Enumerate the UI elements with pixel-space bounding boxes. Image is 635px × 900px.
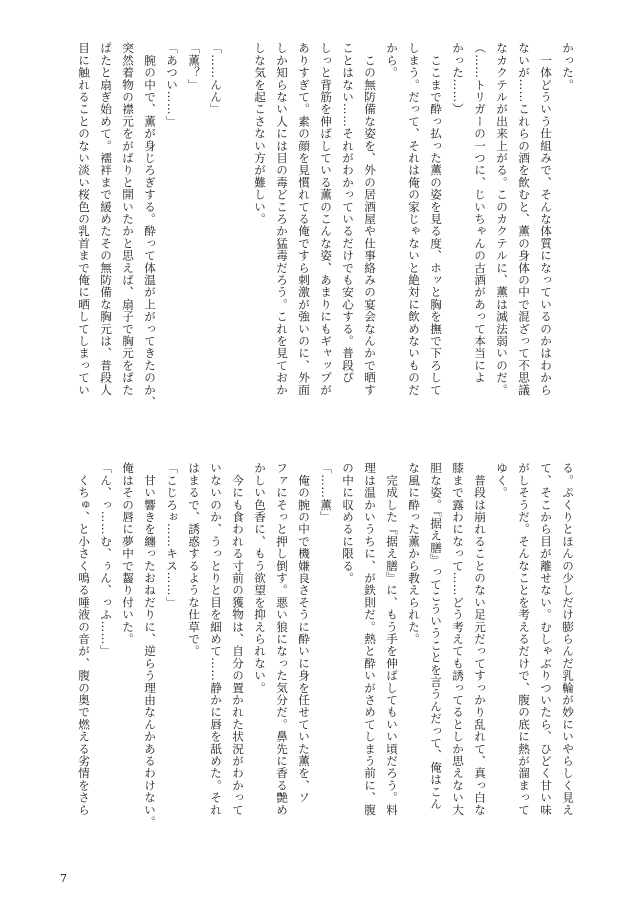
text-column: の中に収めるに限る。 — [341, 462, 355, 584]
text-column: なカクテルが出来上がる。このカクテルに、薫は滅法弱いのだ。 — [495, 42, 509, 396]
text-column: る。ぷくりとほんの少しだけ膨らんだ乳輪が妙にいやらしく見え — [561, 462, 575, 816]
text-column: 「ん、っ……む、ぅん、っふ……」 — [99, 462, 113, 658]
text-column: て、そこから目が離せない。むしゃぶりついたら、ひどく甘い味 — [539, 462, 553, 816]
text-column: しか知らない人には目の毒どころか猛毒だろう。これを見ておか — [275, 42, 289, 396]
text-column: 「薫？」 — [187, 42, 201, 91]
text-column: 理は温かいうちに、が鉄則だ。熱と酔いがさめてしまう前に、腹 — [363, 462, 377, 816]
text-column: 一体どういう仕組みで、そんな体質になっているのかはわから — [539, 42, 553, 396]
text-column: ぱたと扇ぎ始めて。襦袢まで緩めたその無防備な胸元は、普段人 — [99, 42, 113, 396]
text-column: 「こじろぉ……キス……」 — [165, 462, 179, 609]
text-column: ここまで酔っ払った薫の姿を見る度、ホッと胸を撫で下ろして — [429, 42, 443, 396]
text-column: 「あつい……」 — [165, 42, 179, 128]
text-column: 今にも食われる寸前の獲物は、自分の置かれた状況がわかって — [231, 462, 245, 816]
text-column: 俺はその唇に夢中で齧り付いた。 — [121, 462, 135, 645]
text-column: 目に触れることのない淡い桜色の乳首まで俺に晒してしまってい — [77, 42, 91, 396]
page-number: 7 — [60, 872, 67, 885]
text-column: ことはない……それがわかっているだけでも安心する。普段ぴ — [341, 42, 355, 384]
text-column — [229, 42, 247, 442]
text-column: この無防備な姿を、外の居酒屋や仕事絡みの宴会なんかで晒す — [363, 42, 377, 396]
text-column: しな気を起こさない方が難しい。 — [253, 42, 267, 225]
text-column: しっと背筋を伸ばしている薫のこんな姿、あまりにもギャップが — [319, 42, 333, 396]
text-column: いないのか、うっとりと目を細めて……静かに唇を舐めた。それ — [209, 462, 223, 816]
text-column: ないが……これらの酒を飲むと、薫の身体の中で混ざって不思議 — [517, 42, 531, 396]
text-column: 完成した『据え膳』に、もう手を伸ばしてもいい頃だろう。料 — [385, 462, 399, 816]
text-column: 俺の腕の中で機嫌良さそうに酔いに身を任せていた薫を、ソ — [297, 462, 311, 804]
text-column: 甘い響きを纏ったおねだりに、逆らう理由なんかあるわけない。 — [143, 462, 157, 828]
text-column: 腕の中で、薫が身じろぎする。酔って体温が上がってきたのか、 — [143, 42, 157, 408]
text-column: しまう。だって、それは俺の家じゃないと絶対に飲めないものだ — [407, 42, 421, 396]
text-column: （……トリガーの一つに、じいちゃんの古酒があって本当によ — [473, 42, 487, 384]
lower-text-block — [57, 462, 577, 868]
upper-text-block — [57, 42, 577, 442]
text-column: 膝まで露わになって……どう考えても誘ってるとしか思えない大 — [451, 462, 465, 816]
text-column: かしい色香に、もう欲望を抑えられない。 — [253, 462, 267, 694]
text-column: ファにそっと押し倒す。悪い狼になった気分だ。鼻先に香る艶め — [275, 462, 289, 816]
text-column: ゆく。 — [495, 462, 509, 499]
text-column: くちゅ、と小さく鳴る唾液の音が、腹の奥で燃える劣情をさら — [77, 462, 91, 816]
text-column: 「……薫」 — [319, 462, 333, 523]
text-column: 突然着物の襟元をがばりと開いたかと思えば、扇子で胸元をぱた — [121, 42, 135, 396]
text-column: がしそうだ。そんなことを考えるだけで、腹の底に熱が溜まって — [517, 462, 531, 816]
text-column: から。 — [385, 42, 399, 79]
text-column: かった。 — [561, 42, 575, 91]
text-column: な風に酔った薫から教えられた。 — [407, 462, 421, 645]
text-column: かった……） — [451, 42, 465, 116]
text-column: 胆な姿。『据え膳』ってこういうことを言うんだって、俺はこん — [429, 462, 443, 810]
text-column: はまるで、誘惑するような仕草で。 — [187, 462, 201, 658]
text-column: ありすぎて。素の顔を見慣れてる俺ですら刺激が強いのに、外面 — [297, 42, 311, 396]
text-column: 普段は崩れることのない足元だってすっかり乱れて、真っ白な — [473, 462, 487, 816]
text-column: 「……んん」 — [209, 42, 223, 116]
